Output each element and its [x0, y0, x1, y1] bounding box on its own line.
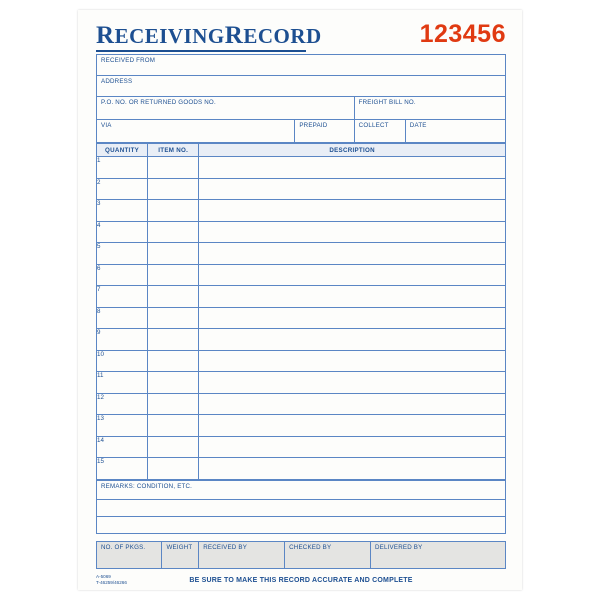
row-description-11[interactable] [199, 372, 506, 394]
row-description-8[interactable] [199, 307, 506, 329]
form-number: 123456 [419, 20, 506, 48]
title-underline [96, 50, 306, 52]
title-word-receiving: ECEIVING [114, 24, 225, 48]
row-description-5[interactable] [199, 243, 506, 265]
table-row [97, 415, 506, 437]
row-item-no-10[interactable] [148, 350, 199, 372]
table-row [97, 499, 506, 516]
field-prepaid[interactable] [295, 120, 354, 143]
field-date-label: DATE [409, 122, 427, 129]
row-description-15[interactable] [199, 458, 506, 480]
table-row [97, 243, 506, 265]
row-description-10[interactable] [199, 350, 506, 372]
row-number-13[interactable]: 13 [97, 415, 148, 437]
remarks-line-2[interactable] [97, 516, 506, 533]
form-code-line-2: T-46259/46266 [96, 579, 127, 585]
row-item-no-8[interactable] [148, 307, 199, 329]
field-collect[interactable] [354, 120, 405, 143]
field-po-number[interactable] [97, 97, 355, 120]
row-number-6[interactable]: 6 [97, 264, 148, 286]
table-row [97, 372, 506, 394]
row-number-7[interactable]: 7 [97, 286, 148, 308]
table-row [97, 516, 506, 533]
row-item-no-9[interactable] [148, 329, 199, 351]
form-code-line-1: A-5069 [96, 573, 111, 579]
field-received-by-label: RECEIVED BY [203, 543, 248, 551]
table-row [97, 350, 506, 372]
row-number-8[interactable]: 8 [97, 307, 148, 329]
table-row [97, 458, 506, 480]
remarks-label-cell[interactable] [97, 480, 506, 499]
row-number-1[interactable]: 1 [97, 157, 148, 179]
form-footer [96, 574, 506, 594]
field-date[interactable] [405, 120, 505, 143]
row-description-13[interactable] [199, 415, 506, 437]
field-via[interactable] [97, 120, 295, 143]
table-row [97, 221, 506, 243]
field-po-number-label: P.O. NO. OR RETURNED GOODS NO. [101, 99, 216, 106]
row-item-no-7[interactable] [148, 286, 199, 308]
row-number-11[interactable]: 11 [97, 372, 148, 394]
table-row [97, 76, 506, 97]
row-description-1[interactable] [199, 157, 506, 179]
row-number-15[interactable]: 15 [97, 458, 148, 480]
row-number-14[interactable]: 14 [97, 436, 148, 458]
field-no-of-pkgs[interactable] [97, 541, 162, 568]
remarks-line-1[interactable] [97, 499, 506, 516]
table-row [97, 329, 506, 351]
remarks-table [96, 480, 506, 534]
row-description-6[interactable] [199, 264, 506, 286]
receiving-record-form [78, 10, 522, 590]
row-number-9[interactable]: 9 [97, 329, 148, 351]
row-item-no-4[interactable] [148, 221, 199, 243]
row-description-4[interactable] [199, 221, 506, 243]
row-number-5[interactable]: 5 [97, 243, 148, 265]
table-row [97, 436, 506, 458]
column-header-description: DESCRIPTION [199, 144, 506, 157]
form-content [96, 20, 506, 584]
table-row [97, 200, 506, 222]
field-received-from-label: RECEIVED FROM [101, 57, 156, 64]
table-row [97, 480, 506, 499]
title-letter-r: R [96, 22, 115, 49]
field-freight-bill-label: FREIGHT BILL NO. [358, 99, 416, 106]
table-row [97, 120, 506, 143]
table-row [97, 307, 506, 329]
remarks-label: REMARKS: CONDITION, ETC. [101, 482, 193, 490]
field-weight[interactable] [162, 541, 199, 568]
field-address[interactable] [97, 76, 506, 97]
row-number-12[interactable]: 12 [97, 393, 148, 415]
table-row [97, 97, 506, 120]
row-item-no-12[interactable] [148, 393, 199, 415]
field-prepaid-label: PREPAID [299, 122, 328, 129]
row-item-no-11[interactable] [148, 372, 199, 394]
footer-note: BE SURE TO MAKE THIS RECORD ACCURATE AND COMPLETE [189, 576, 413, 584]
field-via-label: VIA [101, 122, 112, 129]
row-number-10[interactable]: 10 [97, 350, 148, 372]
items-header-row [97, 144, 506, 157]
field-collect-label: COLLECT [358, 122, 389, 129]
row-number-3[interactable]: 3 [97, 200, 148, 222]
column-header-quantity: QUANTITY [97, 144, 148, 157]
field-address-label: ADDRESS [101, 78, 133, 85]
page-title [96, 22, 322, 50]
table-row [97, 157, 506, 179]
title-letter-r2: R [224, 22, 244, 49]
row-item-no-5[interactable] [148, 243, 199, 265]
form-header [96, 20, 506, 54]
field-no-of-pkgs-label: NO. OF PKGS. [101, 543, 146, 551]
row-item-no-14[interactable] [148, 436, 199, 458]
field-received-from[interactable] [97, 55, 506, 76]
row-description-3[interactable] [199, 200, 506, 222]
field-received-by[interactable] [199, 541, 285, 568]
field-weight-label: WEIGHT [166, 543, 193, 551]
items-section [96, 143, 506, 480]
row-number-4[interactable]: 4 [97, 221, 148, 243]
items-table [96, 143, 506, 480]
table-row [97, 393, 506, 415]
row-item-no-13[interactable] [148, 415, 199, 437]
row-description-14[interactable] [199, 436, 506, 458]
field-checked-by[interactable] [285, 541, 371, 568]
row-description-2[interactable] [199, 178, 506, 200]
field-freight-bill[interactable] [354, 97, 505, 120]
table-row [97, 286, 506, 308]
row-description-12[interactable] [199, 393, 506, 415]
field-delivered-by-label: DELIVERED BY [374, 543, 423, 551]
row-item-no-6[interactable] [148, 264, 199, 286]
row-description-9[interactable] [199, 329, 506, 351]
row-item-no-15[interactable] [148, 458, 199, 480]
row-item-no-1[interactable] [148, 157, 199, 179]
column-header-item-no: ITEM NO. [148, 144, 199, 157]
table-row [97, 541, 506, 568]
table-row [97, 264, 506, 286]
table-row [97, 178, 506, 200]
header-fields-table [96, 54, 506, 143]
row-item-no-2[interactable] [148, 178, 199, 200]
table-row [97, 55, 506, 76]
title-word-record: ECORD [243, 24, 322, 48]
field-delivered-by[interactable] [370, 541, 505, 568]
field-checked-by-label: CHECKED BY [289, 543, 332, 551]
row-number-2[interactable]: 2 [97, 178, 148, 200]
signature-table [96, 541, 506, 569]
row-description-7[interactable] [199, 286, 506, 308]
row-item-no-3[interactable] [148, 200, 199, 222]
